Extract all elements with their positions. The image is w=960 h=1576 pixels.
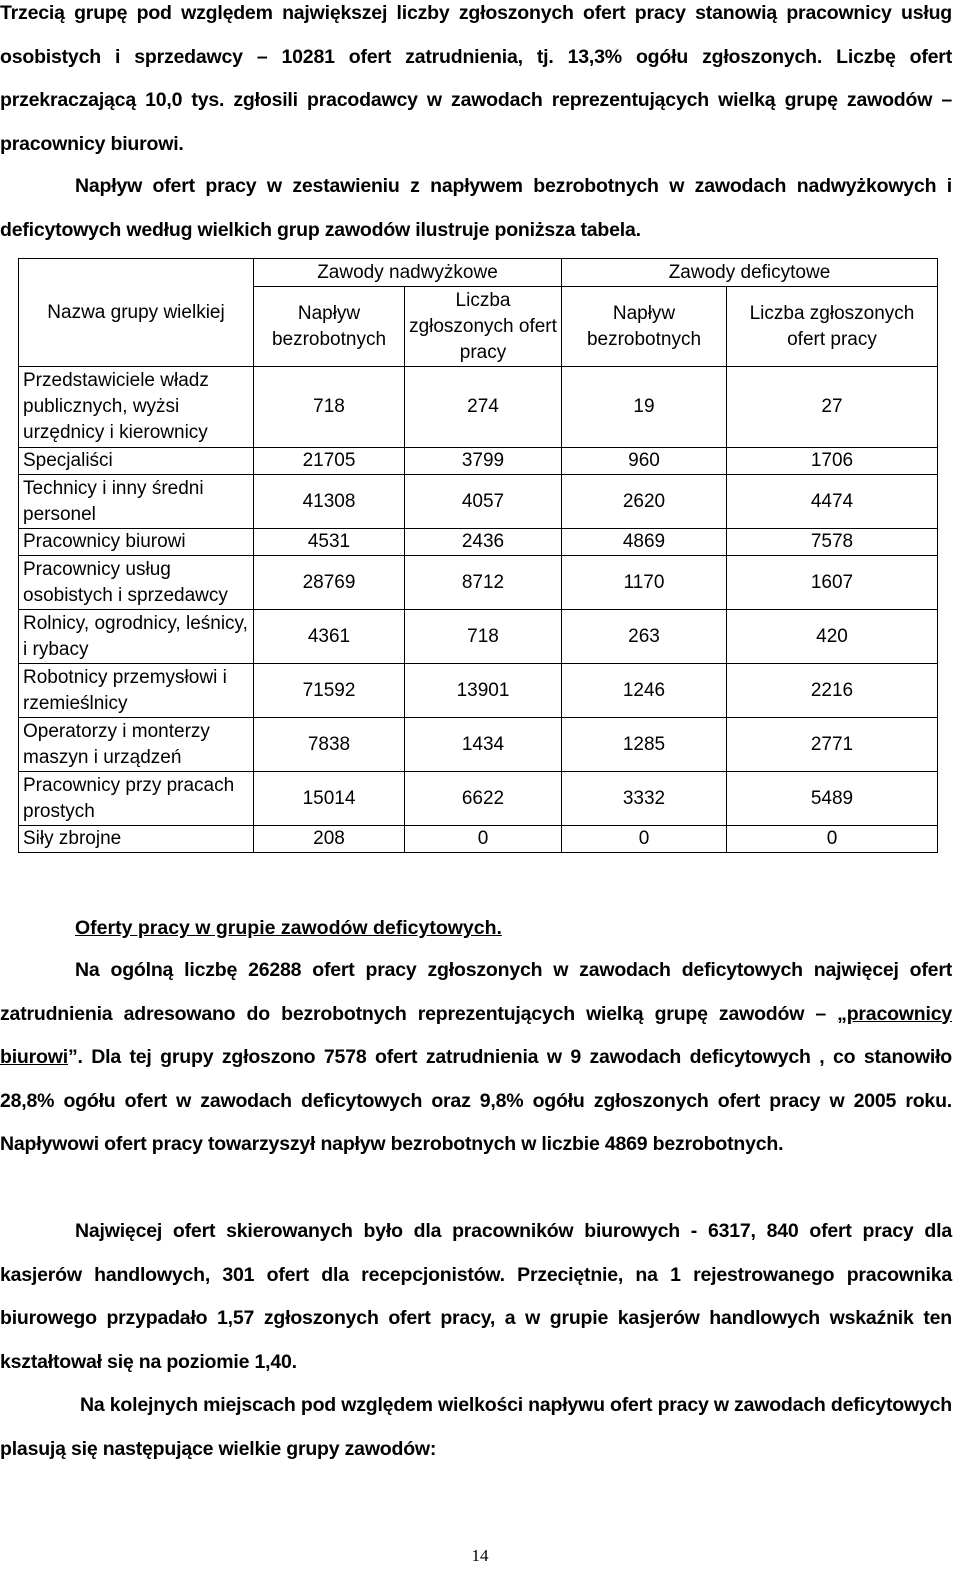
paragraph-table-intro: [0, 165, 952, 252]
cell-inflow-deficit: 1246: [562, 664, 727, 718]
cell-offers-deficit: 2216: [727, 664, 938, 718]
cell-offers-deficit: 0: [727, 826, 938, 853]
table-row: [19, 475, 938, 529]
row-name: Rolnicy, ogrodnicy, leśnicy, i rybacy: [19, 610, 254, 664]
occupations-table: [18, 258, 938, 853]
table-row: [19, 529, 938, 556]
row-name: Siły zbrojne: [19, 826, 254, 853]
cell-inflow-deficit: 1285: [562, 718, 727, 772]
cell-offers-deficit: 2771: [727, 718, 938, 772]
cell-offers-surplus: 6622: [405, 772, 562, 826]
cell-offers-surplus: 13901: [405, 664, 562, 718]
cell-inflow-surplus: 4531: [254, 529, 405, 556]
cell-offers-deficit: 5489: [727, 772, 938, 826]
paragraph-deficit-summary-text-2: ”. Dla tej grupy zgłoszono 7578 ofert zatrudnienia w 9 zawodach deficytowych , co stanowiło 28,8% ogółu ofert w zawodach deficytowych oraz 9,8% ogółu zgłoszonych ofert pracy w 2005 roku. Napływowi ofert pracy towarzyszył napływ bezrobotnych w liczbie 4869 bezrobotnych.: [0, 1046, 952, 1155]
paragraph-intro-text: Trzecią grupę pod względem największej liczby zgłoszonych ofert pracy stanowią pracownicy usług osobistych i sprzedawcy – 10281 ofert zatrudnienia, tj. 13,3% ogółu zgłoszonych. Liczbę ofert przekraczającą 10,0 tys. zgłosili pracodawcy w zawodach reprezentujących wielką grupę zawodów – pracownicy biurowi.: [0, 2, 952, 155]
header-offers-surplus: Liczba zgłoszonych ofert pracy: [405, 287, 562, 367]
cell-offers-surplus: 3799: [405, 448, 562, 475]
cell-offers-deficit: 27: [727, 367, 938, 448]
cell-inflow-surplus: 4361: [254, 610, 405, 664]
table-row: [19, 367, 938, 448]
cell-inflow-surplus: 208: [254, 826, 405, 853]
header-offers-deficit: Liczba zgłoszonych ofert pracy: [727, 287, 938, 367]
table-row: [19, 772, 938, 826]
paragraph-next-groups: [0, 1384, 952, 1471]
cell-offers-surplus: 8712: [405, 556, 562, 610]
paragraph-next-groups-text: Na kolejnych miejscach pod względem wielkości napływu ofert pracy w zawodach deficytowych plasują się następujące wielkie grupy zawodów:: [0, 1394, 952, 1460]
paragraph-deficit-summary-text: Na ogólną liczbę 26288 ofert pracy zgłoszonych w zawodach deficytowych najwięcej ofert zatrudnienia adresowano do bezrobotnych reprezentujących wielką grupę zawodów –: [0, 959, 952, 1025]
header-inflow-deficit: Napływ bezrobotnych: [562, 287, 727, 367]
row-name: Specjaliści: [19, 448, 254, 475]
table-row: [19, 664, 938, 718]
cell-inflow-deficit: 3332: [562, 772, 727, 826]
cell-inflow-surplus: 28769: [254, 556, 405, 610]
cell-inflow-surplus: 41308: [254, 475, 405, 529]
header-group-name: Nazwa grupy wielkiej: [19, 259, 254, 367]
cell-offers-surplus: 718: [405, 610, 562, 664]
page-number: 14: [471, 1546, 489, 1565]
cell-offers-deficit: 4474: [727, 475, 938, 529]
cell-inflow-deficit: 1170: [562, 556, 727, 610]
paragraph-deficit-summary: [0, 949, 952, 1167]
cell-inflow-deficit: 0: [562, 826, 727, 853]
cell-offers-deficit: 420: [727, 610, 938, 664]
table-row: [19, 448, 938, 475]
cell-offers-deficit: 7578: [727, 529, 938, 556]
cell-offers-surplus: 1434: [405, 718, 562, 772]
table-row: [19, 718, 938, 772]
cell-offers-surplus: 4057: [405, 475, 562, 529]
cell-offers-surplus: 274: [405, 367, 562, 448]
cell-offers-surplus: 0: [405, 826, 562, 853]
header-surplus: Zawody nadwyżkowe: [254, 259, 562, 287]
cell-inflow-deficit: 263: [562, 610, 727, 664]
row-name: Robotnicy przemysłowi i rzemieślnicy: [19, 664, 254, 718]
cell-inflow-deficit: 19: [562, 367, 727, 448]
cell-inflow-surplus: 21705: [254, 448, 405, 475]
row-name: Przedstawiciele władz publicznych, wyżsi urzędnicy i kierownicy: [19, 367, 254, 448]
cell-offers-surplus: 2436: [405, 529, 562, 556]
table-row: [19, 610, 938, 664]
row-name: Pracownicy biurowi: [19, 529, 254, 556]
cell-inflow-surplus: 718: [254, 367, 405, 448]
cell-inflow-surplus: 7838: [254, 718, 405, 772]
section-heading: Oferty pracy w grupie zawodów deficytowych.: [75, 917, 502, 939]
row-name: Pracownicy usług osobistych i sprzedawcy: [19, 556, 254, 610]
header-inflow-surplus: Napływ bezrobotnych: [254, 287, 405, 367]
group-name-highlight: „pracownicy biurowi: [0, 1002, 952, 1068]
table-row: [19, 826, 938, 853]
row-name: Technicy i inny średni personel: [19, 475, 254, 529]
cell-offers-deficit: 1607: [727, 556, 938, 610]
cell-inflow-deficit: 960: [562, 448, 727, 475]
cell-inflow-deficit: 2620: [562, 475, 727, 529]
paragraph-office-workers-text: Najwięcej ofert skierowanych było dla pracowników biurowych - 6317, 840 ofert pracy dla kasjerów handlowych, 301 ofert dla recepcjonistów. Przeciętnie, na 1 rejestrowanego pracownika biurowego przypadało 1,57 zgłoszonych ofert pracy, a w grupie kasjerów handlowych wskaźnik ten kształtował się na poziomie 1,40.: [0, 1220, 952, 1373]
table-row: [19, 556, 938, 610]
paragraph-office-workers: [0, 1210, 952, 1384]
header-deficit: Zawody deficytowe: [562, 259, 938, 287]
row-name: Pracownicy przy pracach prostych: [19, 772, 254, 826]
row-name: Operatorzy i monterzy maszyn i urządzeń: [19, 718, 254, 772]
cell-inflow-surplus: 15014: [254, 772, 405, 826]
paragraph-intro: [0, 0, 952, 166]
cell-offers-deficit: 1706: [727, 448, 938, 475]
cell-inflow-deficit: 4869: [562, 529, 727, 556]
cell-inflow-surplus: 71592: [254, 664, 405, 718]
paragraph-table-intro-text: Napływ ofert pracy w zestawieniu z napływem bezrobotnych w zawodach nadwyżkowych i deficytowych według wielkich grup zawodów ilustruje poniższa tabela.: [0, 175, 952, 241]
